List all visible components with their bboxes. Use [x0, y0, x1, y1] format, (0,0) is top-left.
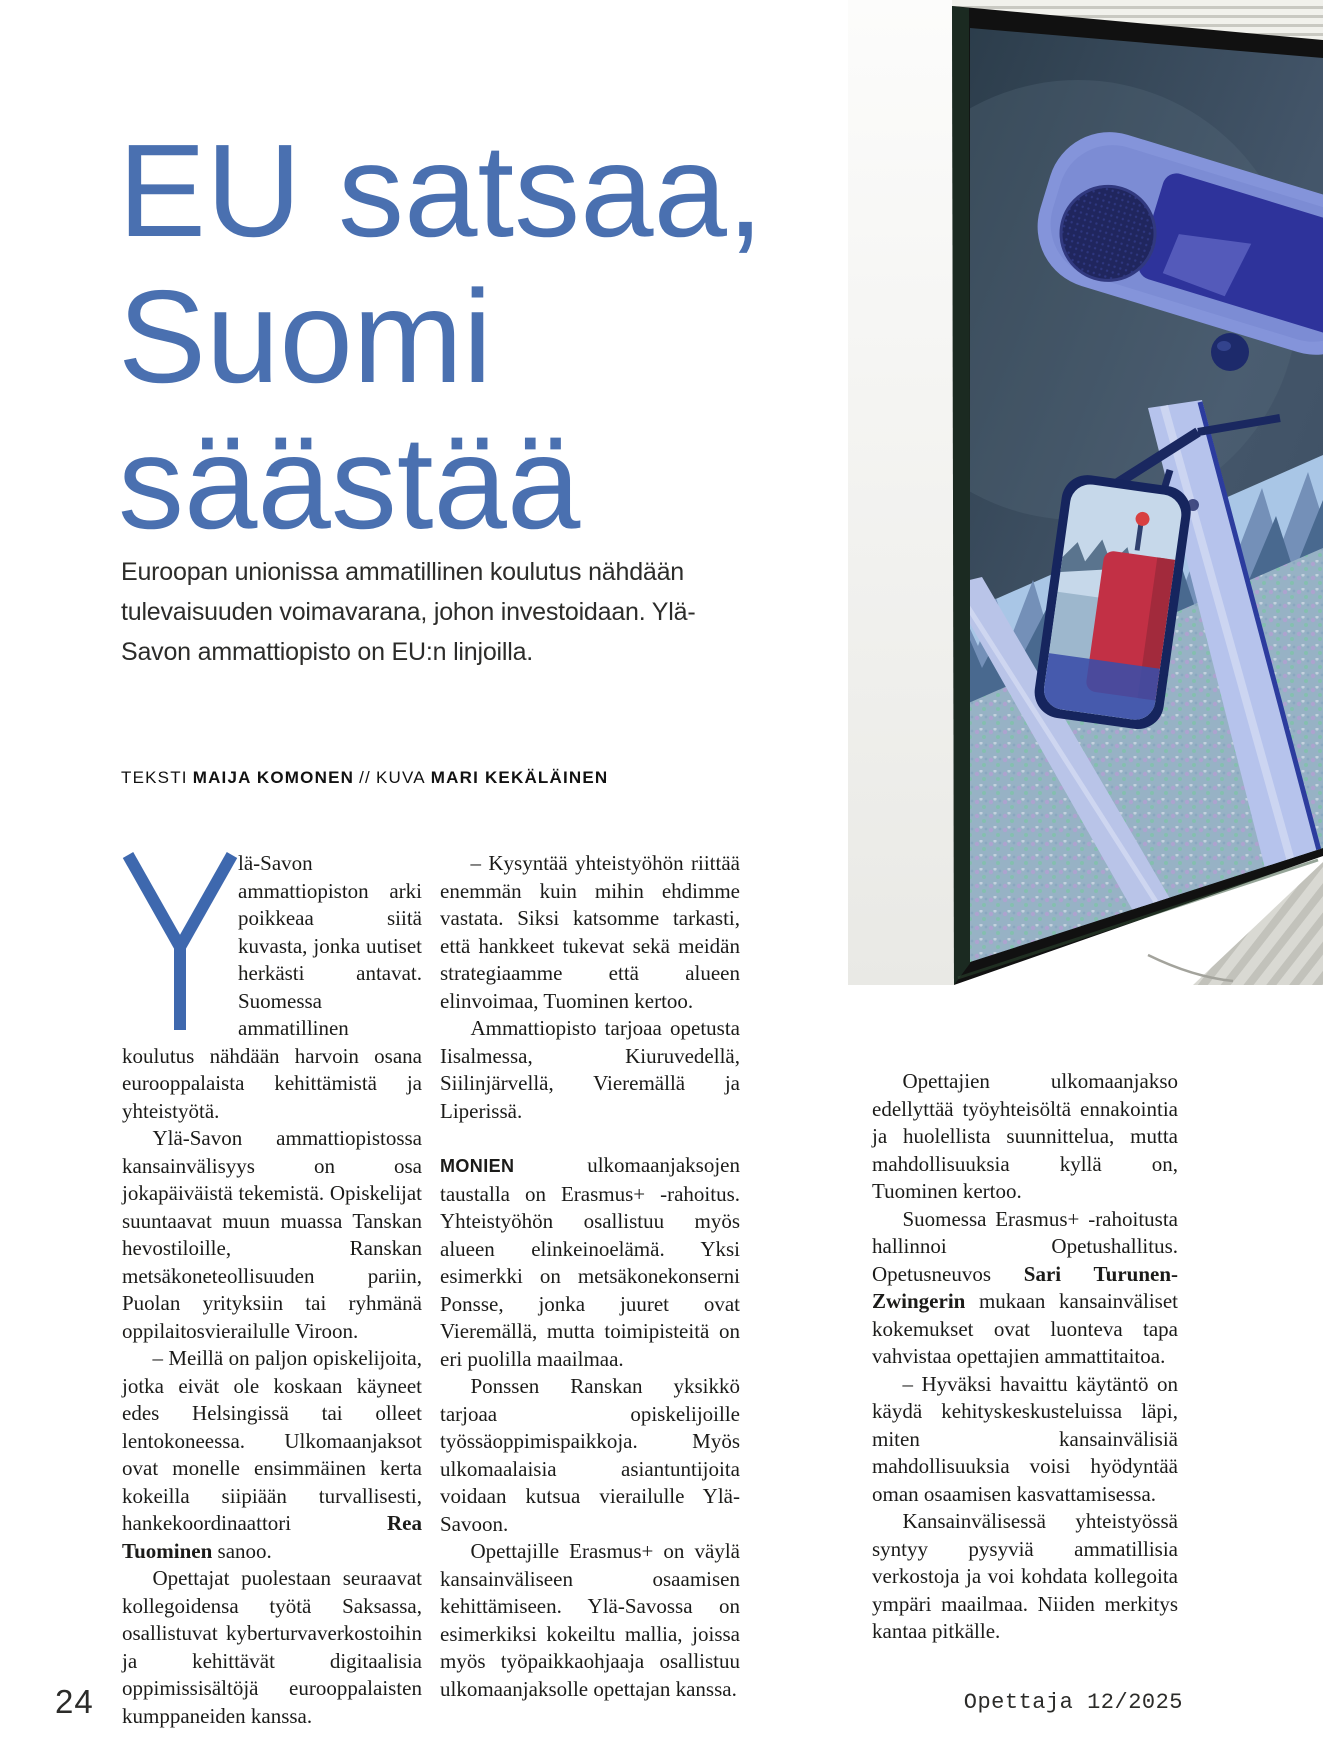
frame-knob [1211, 333, 1249, 371]
byline-author: MAIJA KOMONEN [192, 768, 355, 787]
magazine-issue: Opettaja 12/2025 [963, 1690, 1183, 1715]
byline [121, 768, 613, 788]
byline-photo-label: KUVA [375, 768, 426, 787]
body-column-1 [122, 850, 422, 1730]
paragraph: Kansainvälisessä yhteistyössä syntyy pysyviä ammatillisia verkostoja ja voi kohdata kollegoita ympäri maailmaa. Niiden merkitys kantaa pitkälle. [872, 1509, 1178, 1643]
byline-photographer: MARI KEKÄLÄINEN [430, 768, 609, 787]
paragraph: Opettajien ulkomaanjakso edellyttää työyhteisöltä ennakointia ja huolellista suunnittelua, mutta mahdollisuuksia kyllä on, Tuominen kertoo. [872, 1069, 1178, 1203]
simulator-screen-photo-svg [848, 0, 1323, 985]
white-wall [848, 0, 954, 985]
paragraph: – Kysyntää yhteistyöhön riittää enemmän kuin mihin ehdimme vastata. Siksi katsomme tarkasti, että hankkeet tukevat sekä meidän strategiaamme että alueen elinvoimaa, Tuominen kertoo. [440, 851, 740, 1013]
paragraph: Suomessa Erasmus+ -rahoitusta hallinnoi Opetushallitus. Opetusneuvos Sari Turunen-Zwingerin mukaan kansainväliset kokemukset ovat luonteva tapa vahvistaa opettajien ammattitaitoa. [872, 1206, 1178, 1368]
paragraph: – Hyväksi havaittu käytäntö on käydä kehityskeskusteluissa läpi, miten kansainvälisiä mahdollisuuksia voisi hyödyntää oman osaamisen kasvattamisessa. [872, 1371, 1178, 1506]
paragraph-lead-in: MONIEN ulkomaanjaksojen taustalla on Erasmus+ -rahoitus. Yhteistyöhön osallistuu myös alueen elinkeinoelämä. Yksi esimerkki on metsäkonekonserni Ponsse, jonka juuret ovat Vieremällä, mutta toimipisteitä on eri puolilla maailmaa. [440, 1153, 740, 1371]
body-column-2 [440, 850, 740, 1703]
title-line-2: Suomi [118, 263, 493, 410]
paragraph: Ammattiopisto tarjoaa opetusta Iisalmessa, Kiuruvedellä, Siilinjärvellä, Vieremällä ja Liperissä. [440, 1016, 740, 1123]
simulator-screen-photo [848, 0, 1323, 985]
page-number: 24 [55, 1683, 94, 1720]
body-column-3 [872, 1068, 1178, 1646]
paragraph: – Meillä on paljon opiskelijoita, jotka eivät ole koskaan käyneet edes Helsingissä tai olleet lentokoneessa. Ulkomaanjaksot ovat monelle ensimmäinen kerta kokeilla siipiään turvallisesti, hankekoordinaattori Rea Tuominen sanoo. [122, 1346, 422, 1563]
byline-text-label: TEKSTI [121, 768, 188, 787]
drop-cap-y [122, 850, 238, 1030]
paragraph: Ylä-Savon ammattiopistossa kansainvälisyys on osa jokapäiväistä tekemistä. Opiskelijat suuntaavat muun muassa Tanskan hevostiloille, Ranskan metsäkoneteollisuuden pariin, Puolan yrityksiin tai ryhmänä oppilaitosvierailulle Viroon. [122, 1126, 422, 1343]
article-title [118, 118, 858, 556]
paragraph: Opettajat puolestaan seuraavat kollegoidensa työtä Saksassa, osallistuvat kyberturvaverkostoihin ja kehittävät digitaalisia oppimissisältöjä eurooppalaisten kumppaneiden kanssa. [122, 1566, 422, 1728]
title-line-1: EU satsaa, [118, 117, 764, 264]
knob-highlight [1217, 341, 1231, 351]
lede: Euroopan unionissa ammatillinen koulutus nähdään tulevaisuuden voimavarana, johon investoidaan. Ylä-Savon ammattiopisto on EU:n linjoilla. [121, 558, 696, 666]
paragraph: lä-Savon ammattiopiston arki poikkeaa siitä kuvasta, jonka uutiset herkästi antavat. Suomessa ammatillinen koulutus nähdään harvoin osana eurooppalaista kehittämistä ja yhteistyötä. [122, 851, 422, 1123]
drop-cap-y-glyph [122, 850, 238, 1030]
byline-separator: // [359, 768, 371, 787]
title-line-3: säästää [118, 409, 581, 556]
paragraph: Opettajille Erasmus+ on väylä kansainväliseen osaamisen kehittämiseen. Ylä-Savossa on esimerkiksi kokeiltu mallia, joissa myös työpaikkaohjaaja osallistuu ulkomaanjaksolle opettajan kanssa. [440, 1539, 740, 1701]
paragraph: Ponssen Ranskan yksikkö tarjoaa opiskelijoille työssäoppimispaikkoja. Myös ulkomaalaisia asiantuntijoita voidaan kutsua vierailulle Ylä-Savoon. [440, 1374, 740, 1536]
bezel-edge-highlight [952, 6, 971, 985]
